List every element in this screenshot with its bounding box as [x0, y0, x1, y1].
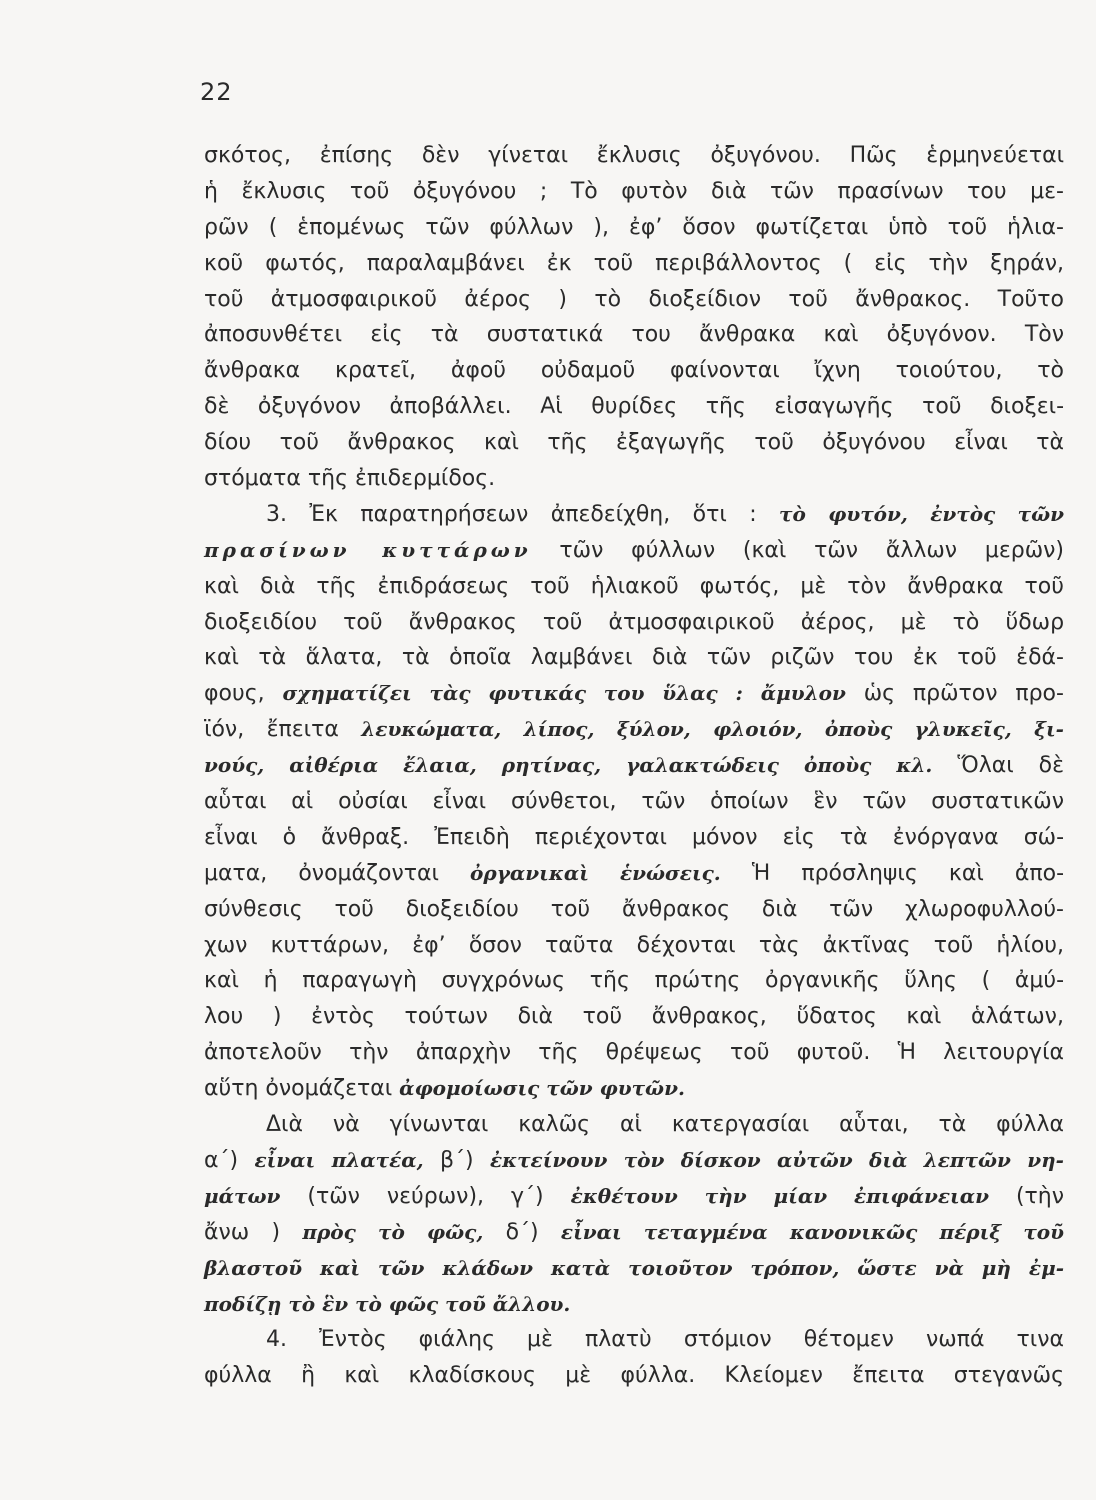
text-segment: δὲ ὀξυγόνον ἀποβάλλει. Αἱ θυρίδες τῆς εἰσαγωγῆς τοῦ διοξει-	[204, 394, 1065, 420]
text-segment: χων κυττάρων, ἐφ’ ὅσον ταῦτα δέχονται τὰς ἀκτῖνας τοῦ ἡλίου,	[204, 932, 1065, 958]
text-line	[204, 748, 1064, 784]
text-line	[204, 282, 1064, 318]
text-line	[204, 1358, 1064, 1394]
text-segment: στόματα τῆς ἐπιδερμίδος.	[204, 466, 496, 492]
text-segment: φύλλα ἢ καὶ κλαδίσκους μὲ φύλλα. Κλείομεν ἔπειτα στεγανῶς	[204, 1363, 1064, 1389]
text-segment: Ὅλαι δὲ	[932, 753, 1065, 779]
text-segment: Ἡ πρόσληψις καὶ ἀπο-	[720, 860, 1065, 886]
text-line	[204, 533, 1064, 569]
text-line	[204, 569, 1064, 605]
body-text	[204, 138, 1064, 1394]
text-line	[204, 389, 1064, 425]
emphasis-text: νούς, αἰθέρια ἔλαια, ρητίνας, γαλακτώδεις ὀποὺς κλ.	[204, 753, 933, 778]
text-segment: ἄνθρακα κρατεῖ, ἀφοῦ οὐδαμοῦ φαίνονται ἴχνη τοιούτου, τὸ	[204, 358, 1064, 384]
emphasis-text: πρασίνων κυττάρων	[204, 537, 532, 562]
text-segment: ἀποτελοῦν τὴν ἀπαρχὴν τῆς θρέψεως τοῦ φυτοῦ. Ἡ λειτουργία	[204, 1040, 1065, 1066]
text-segment: τῶν φύλλων (καὶ τῶν ἄλλων μερῶν)	[531, 537, 1064, 563]
text-segment: κοῦ φωτός, παραλαμβάνει ἐκ τοῦ περιβάλλοντος ( εἰς τὴν ξηράν,	[204, 250, 1065, 276]
text-segment: τοῦ ἀτμοσφαιρικοῦ ἀέρος ) τὸ διοξείδιον τοῦ ἄνθρακος. Τοῦτο	[204, 286, 1064, 312]
text-line	[204, 1322, 1064, 1358]
text-line	[204, 1071, 1064, 1107]
text-line	[204, 210, 1064, 246]
text-line	[204, 174, 1064, 210]
text-line	[204, 999, 1064, 1035]
emphasis-text: μάτων	[204, 1183, 281, 1208]
text-segment: 4. Ἐντὸς φιάλης μὲ πλατὺ στόμιον θέτομεν νωπά τινα	[266, 1327, 1065, 1353]
emphasis-text: τὸ φυτόν, ἐντὸς τῶν	[779, 501, 1064, 526]
page-number: 22	[200, 78, 233, 106]
text-segment: καὶ διὰ τῆς ἐπιδράσεως τοῦ ἡλιακοῦ φωτός, μὲ τὸν ἄνθρακα τοῦ	[204, 573, 1064, 599]
text-segment: καὶ τὰ ἅλατα, τὰ ὁποῖα λαμβάνει διὰ τῶν ριζῶν του ἐκ τοῦ ἐδά-	[204, 645, 1064, 671]
text-segment: (τὴν	[988, 1183, 1065, 1209]
text-line	[204, 317, 1064, 353]
emphasis-text: ποδίζῃ τὸ ἓν τὸ φῶς τοῦ ἄλλου.	[204, 1291, 571, 1316]
text-line	[204, 461, 1064, 497]
emphasis-text: λευκώματα, λίπος, ξύλον, φλοιόν, ὀποὺς γλυκεῖς, ξι-	[361, 717, 1064, 742]
text-segment: δ΄)	[483, 1219, 561, 1245]
text-segment: διοξειδίου τοῦ ἄνθρακος τοῦ ἀτμοσφαιρικοῦ ἀέρος, μὲ τὸ ὕδωρ	[204, 609, 1065, 635]
emphasis-text: σχηματίζει τὰς φυτικάς του ὕλας :	[282, 681, 743, 706]
text-segment: δίου τοῦ ἄνθρακος καὶ τῆς ἐξαγωγῆς τοῦ ὀξυγόνου εἶναι τὰ	[204, 430, 1065, 456]
text-line	[204, 892, 1064, 928]
text-line	[204, 1143, 1064, 1179]
emphasis-text: ἀφομοίωσις τῶν φυτῶν.	[399, 1076, 685, 1101]
text-segment: λου ) ἐντὸς τούτων διὰ τοῦ ἄνθρακος, ὕδατος καὶ ἁλάτων,	[204, 1004, 1064, 1030]
text-line	[204, 784, 1064, 820]
text-segment: εἶναι ὁ ἄνθραξ. Ἐπειδὴ περιέχονται μόνον εἰς τὰ ἐνόργανα σώ-	[204, 824, 1065, 850]
text-line	[204, 712, 1064, 748]
text-line	[204, 353, 1064, 389]
text-segment: ϊόν, ἔπειτα	[204, 717, 362, 743]
text-line	[204, 1251, 1064, 1287]
text-segment: ἀποσυνθέτει εἰς τὰ συστατικά του ἄνθρακα καὶ ὀξυγόνον. Τὸν	[204, 322, 1065, 348]
text-segment: β΄)	[423, 1147, 490, 1173]
text-segment: ἄνω )	[204, 1219, 303, 1245]
text-segment: σύνθεσις τοῦ διοξειδίου τοῦ ἄνθρακος διὰ τῶν χλωροφυλλού-	[204, 896, 1064, 922]
text-segment: α΄)	[204, 1147, 255, 1173]
text-line	[204, 676, 1064, 712]
emphasis-text: εἶναι τεταγμένα κανονικῶς πέριξ τοῦ	[560, 1219, 1065, 1244]
text-line	[204, 820, 1064, 856]
text-line	[204, 1035, 1064, 1071]
emphasis-text: βλαστοῦ καὶ τῶν κλάδων κατὰ τοιοῦτον τρόπον, ὥστε νὰ μὴ ἐμ-	[204, 1255, 1065, 1280]
text-line	[204, 856, 1064, 892]
text-line	[204, 1215, 1064, 1251]
text-segment: ὡς πρῶτον προ-	[845, 681, 1064, 707]
text-line	[204, 1179, 1064, 1215]
text-line	[204, 497, 1064, 533]
text-line	[204, 1287, 1064, 1323]
text-line	[204, 928, 1064, 964]
text-segment	[743, 681, 761, 706]
emphasis-text: ἐκθέτουν τὴν μίαν ἐπιφάνειαν	[570, 1183, 989, 1208]
text-segment: ματα, ὀνομάζονται	[204, 860, 471, 886]
text-segment: αὗται αἱ οὐσίαι εἶναι σύνθετοι, τῶν ὁποίων ἓν τῶν συστατικῶν	[204, 789, 1065, 815]
text-segment: φους,	[204, 681, 283, 707]
text-segment: 3. Ἐκ παρατηρήσεων ἀπεδείχθη, ὅτι :	[266, 501, 780, 527]
text-segment: ἡ ἔκλυσις τοῦ ὀξυγόνου ; Τὸ φυτὸν διὰ τῶν πρασίνων του με-	[204, 178, 1064, 204]
text-line	[204, 246, 1064, 282]
emphasis-text: ἐκτείνουν τὸν δίσκον αὐτῶν διὰ λεπτῶν νη-	[489, 1147, 1064, 1172]
text-segment: ρῶν ( ἑπομένως τῶν φύλλων ), ἐφ’ ὅσον φωτίζεται ὑπὸ τοῦ ἡλια-	[204, 214, 1064, 240]
text-segment: Διὰ νὰ γίνωνται καλῶς αἱ κατεργασίαι αὗται, τὰ φύλλα	[266, 1112, 1064, 1138]
text-line	[204, 425, 1064, 461]
emphasis-text: ὀργανικαὶ ἑνώσεις.	[470, 860, 721, 885]
text-line	[204, 963, 1064, 999]
text-segment: καὶ ἡ παραγωγὴ συγχρόνως τῆς πρώτης ὀργανικῆς ὕλης ( ἀμύ-	[204, 968, 1065, 994]
emphasis-text: ἄμυλον	[760, 681, 846, 706]
text-segment: σκότος, ἐπίσης δὲν γίνεται ἔκλυσις ὀξυγόνου. Πῶς ἑρμηνεύεται	[204, 143, 1065, 168]
text-segment: (τῶν νεύρων), γ΄)	[280, 1183, 571, 1209]
emphasis-text: εἶναι πλατέα,	[254, 1147, 424, 1172]
emphasis-text: πρὸς τὸ φῶς,	[302, 1219, 484, 1244]
text-line	[204, 138, 1064, 174]
text-line	[204, 1107, 1064, 1143]
text-segment: αὕτη ὀνομάζεται	[204, 1076, 400, 1102]
text-line	[204, 605, 1064, 641]
text-line	[204, 640, 1064, 676]
